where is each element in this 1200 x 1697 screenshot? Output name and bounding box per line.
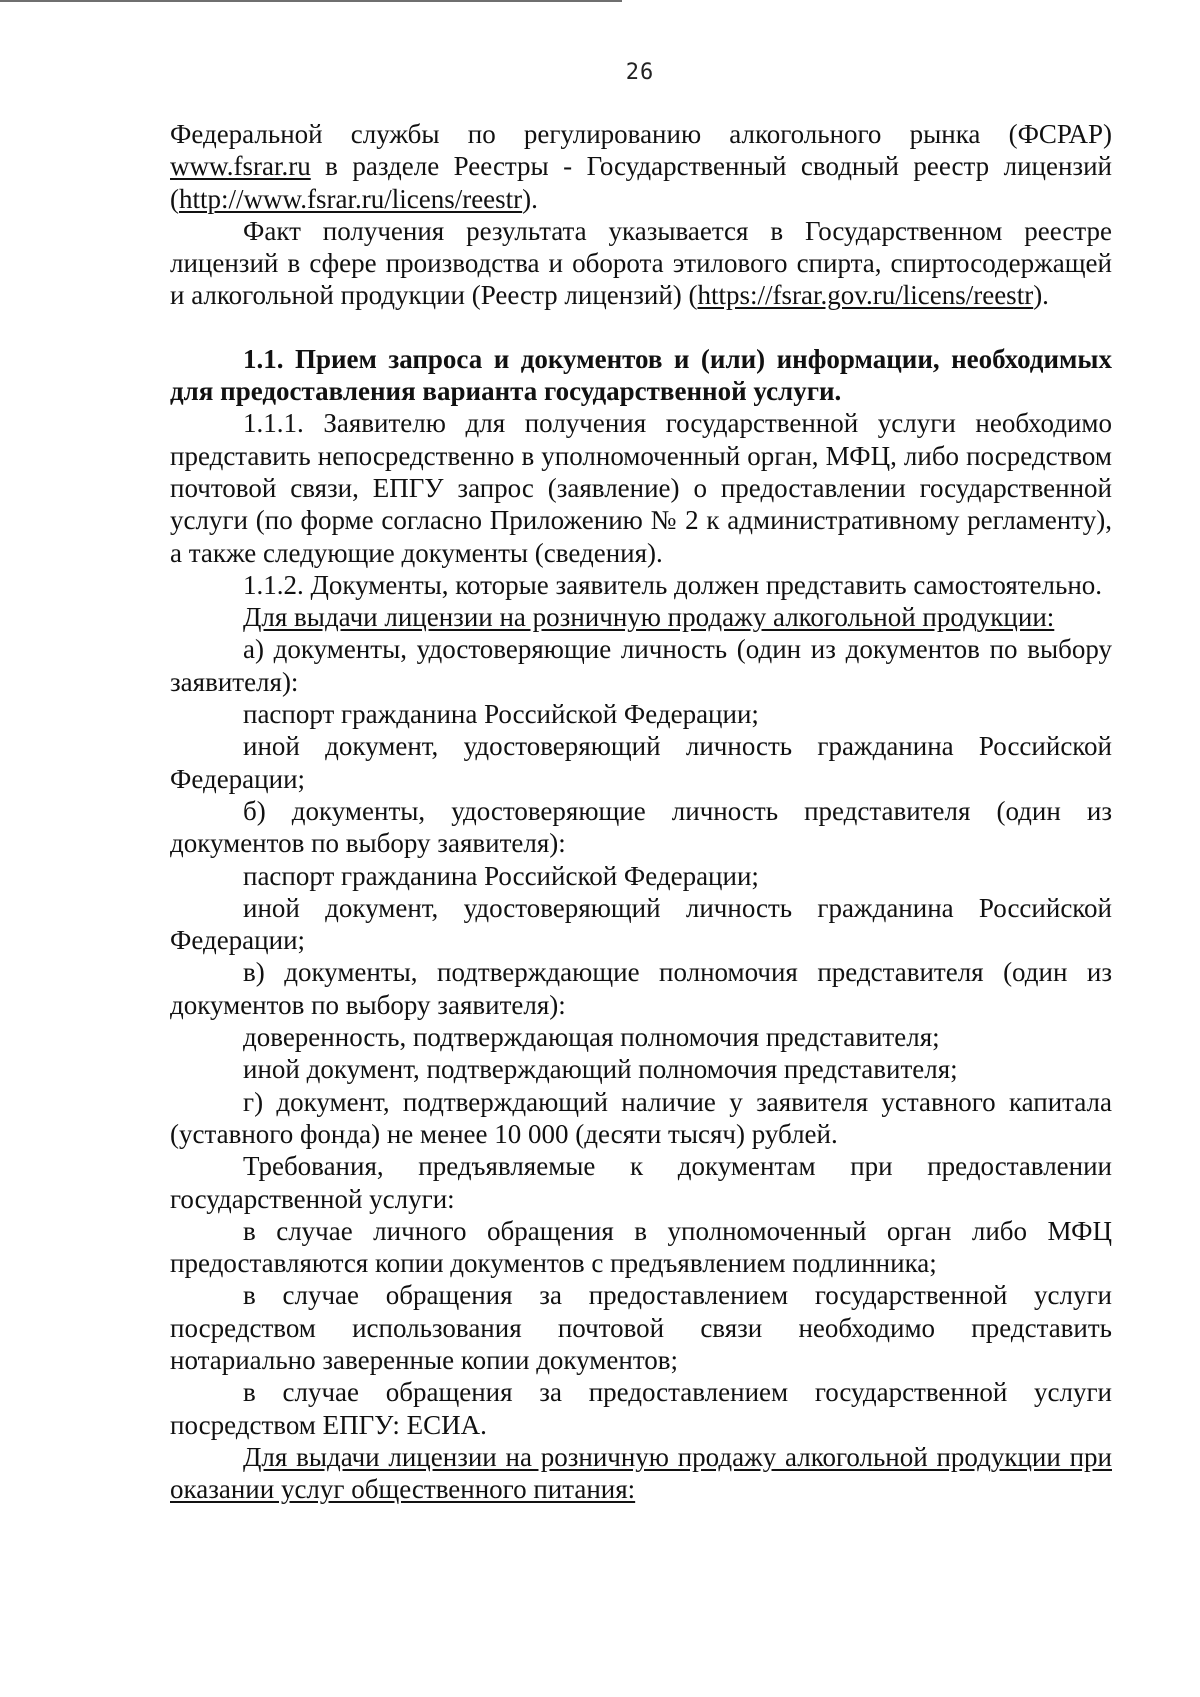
requirement-1: в случае личного обращения в уполномоченный орган либо МФЦ предоставляются копии документов с предъявлением подлинника; (170, 1215, 1112, 1279)
list-item-a-1: паспорт гражданина Российской Федерации; (243, 699, 759, 730)
paragraph-1-1-2: 1.1.2. Документы, которые заявитель должен представить самостоятельно. (243, 569, 1103, 600)
requirement-2: в случае обращения за предоставлением государственной услуги посредством использования почтовой связи необходимо представить нотариально заверенные копии документов; (170, 1280, 1112, 1375)
list-item-v-2: иной документ, подтверждающий полномочия представителя; (243, 1054, 958, 1085)
top-divider (0, 0, 622, 2)
section-heading: 1.1. Прием запроса и документов и (или) информации, необходимых для предоставления варианта государственной услуги. (170, 343, 1112, 407)
intro-paragraph-1 (170, 118, 1112, 215)
list-item-b-1: паспорт гражданина Российской Федерации; (243, 860, 759, 891)
intro-p1-mid: в разделе Реестры - Государственный сводный реестр лицензий ( (170, 151, 1112, 214)
requirement-3: в случае обращения за предоставлением государственной услуги посредством ЕПГУ: ЕСИА. (170, 1377, 1112, 1440)
list-item-v-1: доверенность, подтверждающая полномочия представителя; (243, 1022, 940, 1053)
document-body (170, 118, 1112, 1505)
intro-p1-end: ). (522, 183, 538, 214)
retail-license-heading: Для выдачи лицензии на розничную продажу алкогольной продукции: (243, 602, 1055, 633)
paragraph-1-1-1: 1.1.1. Заявителю для получения государственной услуги необходимо представить непосредственно в уполномоченный орган, МФЦ, либо посредством почтовой связи, ЕПГУ запрос (заявление) о предоставлении государственной услуги (по форме согласно Приложению № 2 к административному регламенту), а также следующие документы (сведения). (170, 408, 1112, 568)
intro-p2-text: Факт получения результата указывается в Государственном реестре лицензий в сфере производства и оборота этилового спирта, спиртосодержащей и алкогольной продукции (Реестр лицензий) ( (170, 215, 1112, 311)
catering-license-heading: Для выдачи лицензии на розничную продажу алкогольной продукции при оказании услуг общественного питания: (170, 1441, 1112, 1505)
list-item-b-2: иной документ, удостоверяющий личность гражданина Российской Федерации; (170, 892, 1112, 956)
intro-paragraph-2 (170, 215, 1112, 312)
list-item-v: в) документы, подтверждающие полномочия представителя (один из документов по выбору заявителя): (170, 957, 1112, 1020)
page-number: 26 (625, 60, 655, 85)
intro-p1-text: Федеральной службы по регулированию алкогольного рынка (ФСРАР) (170, 119, 1112, 149)
list-item-a-2: иной документ, удостоверяющий личность гражданина Российской Федерации; (170, 731, 1112, 794)
reestr-link[interactable]: http://www.fsrar.ru/licens/reestr (179, 183, 523, 214)
intro-p2-end: ). (1033, 280, 1049, 311)
list-item-b: б) документы, удостоверяющие личность представителя (один из документов по выбору заявителя): (170, 795, 1112, 859)
fsrar-link[interactable]: www.fsrar.ru (170, 151, 311, 182)
list-item-a: а) документы, удостоверяющие личность (один из документов по выбору заявителя): (170, 634, 1112, 697)
licens-reestr-link[interactable]: https://fsrar.gov.ru/licens/reestr (697, 280, 1034, 311)
requirements-paragraph: Требования, предъявляемые к документам при предоставлении государственной услуги: (170, 1151, 1112, 1214)
list-item-g: г) документ, подтверждающий наличие у заявителя уставного капитала (уставного фонда) не менее 10 000 (десяти тысяч) рублей. (170, 1086, 1112, 1149)
